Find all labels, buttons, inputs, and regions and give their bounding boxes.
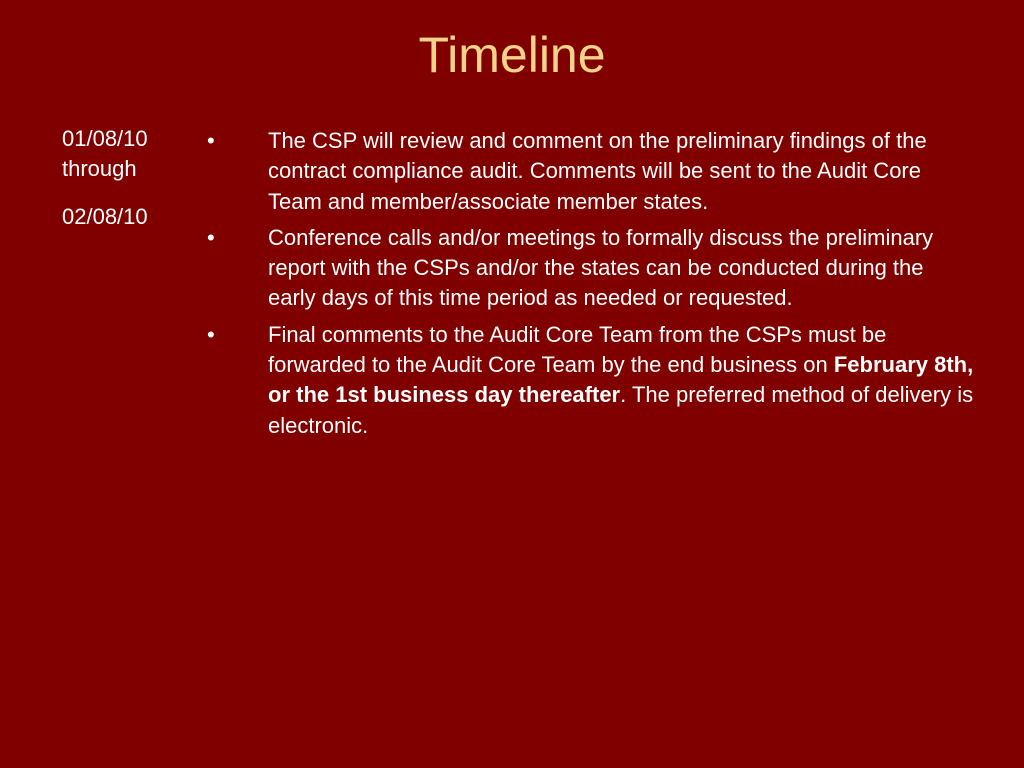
start-date: 01/08/10: [62, 126, 148, 151]
bullet-icon: •: [207, 128, 215, 153]
bullet-text-after: . The preferred method of delivery is electronic.: [268, 382, 974, 438]
slide-title: Timeline: [418, 27, 606, 83]
date-connector: through: [62, 156, 137, 181]
date-range: [62, 124, 202, 232]
bullet-list: [207, 126, 977, 447]
end-date: 02/08/10: [62, 204, 148, 229]
bullet-text: The CSP will review and comment on the preliminary findings of the contract compliance audit. Comments will be sent to the Audit Core Team and member/associate member states.: [268, 128, 927, 214]
bullet-text-before: Final comments to the Audit Core Team from the CSPs must be forwarded to the Audit Core Team by the end business on: [268, 321, 887, 378]
deadline-emphasis: February 8th, or the 1st business day thereafter: [268, 352, 974, 408]
list-item: [207, 223, 977, 314]
list-item: [207, 126, 977, 217]
bullet-text: Conference calls and/or meetings to formally discuss the preliminary report with the CSPs and/or the states can be conducted during the early days of this time period as needed or requested.: [268, 224, 934, 311]
bullet-icon: •: [207, 321, 215, 347]
list-item: [207, 320, 977, 441]
bullet-icon: •: [207, 224, 215, 250]
